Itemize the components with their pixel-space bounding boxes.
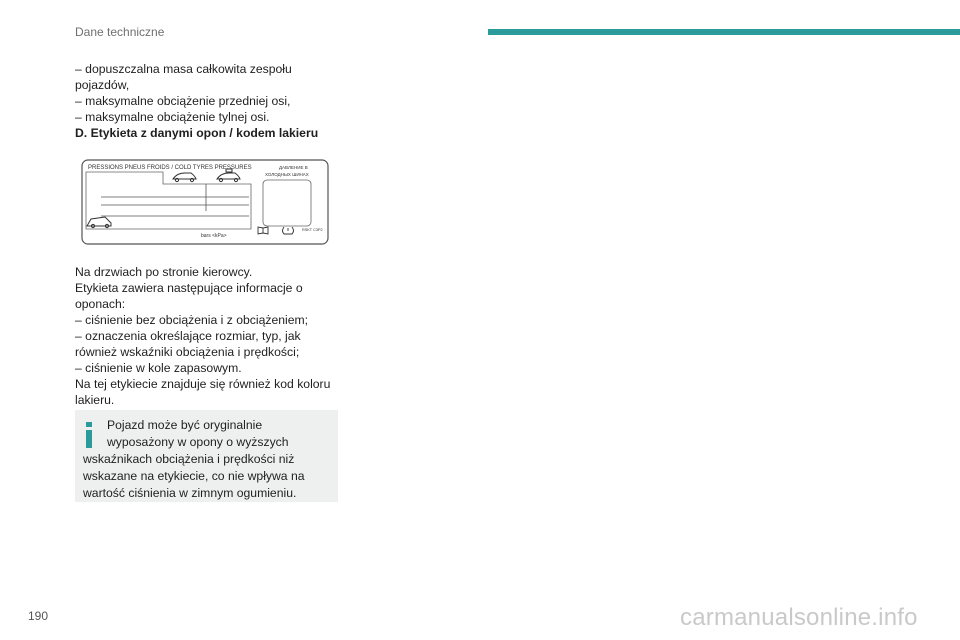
watermark: carmanualsonline.info [680,604,918,631]
list-item: – maksymalne obciążenie przedniej osi, [75,94,291,108]
body-line: – oznaczenia określające rozmiar, typ, jak [75,329,301,343]
info-line: wartość ciśnienia w zimnym ogumieniu. [83,486,297,500]
page-number: 190 [28,609,49,623]
top-list [75,61,343,141]
body-line: również wskaźniki obciążenia i prędkości; [75,345,300,359]
section-heading: D. Etykieta z danymi opon / kodem lakieru [75,126,319,140]
body-line: Na drzwiach po stronie kierowcy. [75,265,253,279]
body-line: Na tej etykiecie znajduje się również kod koloru [75,377,331,391]
tyre-pressure-label-illustration [81,159,329,245]
info-line: Pojazd może być oryginalnie [107,418,263,432]
body-text [75,264,343,408]
label-ru-line2: ХОЛОДНЫХ ШИНАХ [265,172,309,177]
list-item: – dopuszczalna masa całkowita zespołu [75,62,292,76]
info-note-box [75,410,338,502]
info-line: wskazane na etykiecie, co nie wpływa na [83,469,305,483]
header-accent-bar [488,29,960,35]
body-line: lakieru. [75,393,115,407]
section-title: Dane techniczne [75,25,165,39]
paint-code-text: RSKT C3P2 [302,228,323,232]
label-units: bars <kPa> [201,233,227,239]
info-note-text [83,417,331,502]
label-ru-line1: ДАВЛЕНИЕ В [279,165,308,170]
body-line: Etykieta zawiera następujące informacje o [75,281,303,295]
label-title: PRESSIONS PNEUS FROIDS / COLD TYRES PRESSURES [88,165,252,171]
list-item: – maksymalne obciążenie tylnej osi. [75,110,270,124]
info-line: wskaźnikach obciążenia i prędkości niż [83,452,295,466]
body-line: – ciśnienie w kole zapasowym. [75,361,242,375]
info-line: wyposażony w opony o wyższych [107,435,289,449]
list-item: pojazdów, [75,78,130,92]
body-line: – ciśnienie bez obciążenia i z obciążeniem; [75,313,309,327]
body-line: oponach: [75,297,126,311]
